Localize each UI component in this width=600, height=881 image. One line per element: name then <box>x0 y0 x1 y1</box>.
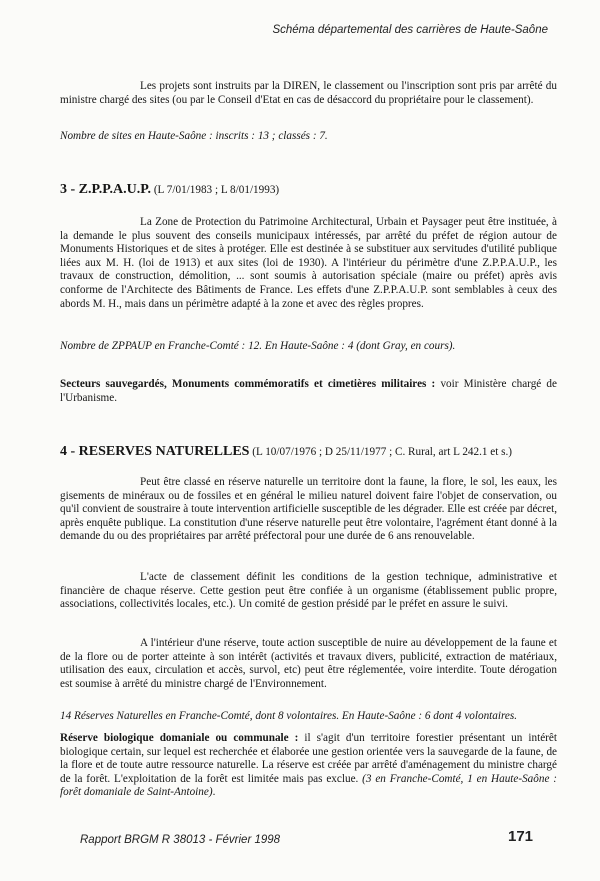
reserve-biologique-note: (3 en Franche-Comté, 1 en Haute-Saône : forêt domaniale de Saint-Antoine) <box>60 772 557 799</box>
sites-intro-paragraph <box>60 80 557 107</box>
reserves-paragraph-1 <box>60 476 557 544</box>
section-4-legal-ref: (L 10/07/1976 ; D 25/11/1977 ; C. Rural, art L 242.1 et s.) <box>252 446 513 458</box>
reserve-biologique-paragraph: Réserve biologique domaniale ou communale : il s'agit d'un territoire forestier présentant un intérêt biologique certain, sur lequel est recherchée et élaborée une gestion orientée vers la sauvegarde de la faune, de la flore et de toute autre ressource naturelle. La réserve est créée par arrêté d'aménagement du ministre chargé de la forêt. L'exploitation de la forêt est limitée mais pas exclue. (3 en Franche-Comté, 1 en Haute-Saône : forêt domaniale de Saint-Antoine). <box>60 732 557 799</box>
reserves-p1-text: Peut être classé en réserve naturelle un territoire dont la faune, la flore, le sol, les eaux, les gisements de minéraux ou de fossiles et en général le milieu naturel doivent faire l'objet de conservation, ou qu'il convient de soustraire à toute intervention artificielle susceptible de les dégrader. Elle est créée par décret, après enquête publique. La constitution d'une réserve naturelle peut être volontaire, l'agrément étant donné à la demande du ou des propriétaires par arrêté préfectoral pour une durée de 6 ans renouvelable. <box>60 476 557 543</box>
section-3-legal-ref: (L 7/01/1983 ; L 8/01/1993) <box>153 184 280 196</box>
section-3-title: 3 - Z.P.P.A.U.P. <box>60 182 152 197</box>
secteurs-label: Secteurs sauvegardés, Monuments commémoratifs et cimetières militaires : <box>60 378 436 390</box>
zppaup-paragraph <box>60 216 557 311</box>
secteurs-text: voir Ministère chargé de l'Urbanisme. <box>60 378 557 404</box>
reserves-count: 14 Réserves Naturelles en Franche-Comté, dont 8 volontaires. En Haute-Saône : 6 dont 4 volontaires. <box>60 710 518 722</box>
zppaup-count: Nombre de ZPPAUP en Franche-Comté : 12. En Haute-Saône : 4 (dont Gray, en cours). <box>60 340 456 352</box>
reserves-paragraph-2 <box>60 571 557 612</box>
reserve-biologique-text: il s'agit d'un territoire forestier présentant un intérêt biologique certain, sur lequel est recherchée et élaborée une gestion orientée vers la sauvegarde de la faune, de la flore et de toute autre ressource naturelle. La réserve est créée par arrêté d'aménagement du ministre chargé de la forêt. L'exploitation de la forêt est limitée mais pas exclue. <box>60 732 557 785</box>
sites-intro-text: Les projets sont instruits par la DIREN, le classement ou l'inscription sont pris par arrêté du ministre chargé des sites (ou par le Conseil d'Etat en cas de désaccord du propriétaire pour le classement). <box>60 80 557 106</box>
secteurs-note <box>60 378 557 405</box>
zppaup-text: La Zone de Protection du Patrimoine Architectural, Urbain et Paysager peut être instituée, à la demande le plus souvent des conseils municipaux intéressés, par arrêté du préfet de région autour de Monuments Historiques et de sites à protéger. Elle est destinée à se substituer aux servitudes d'utilité publique liées aux M. H. (loi de 1913) et aux sites (loi de 1930). A l'intérieur du périmètre d'une Z.P.P.A.U.P., les travaux de construction, démolition, ... sont soumis à autorisation spéciale (maire ou préfet) après avis conforme de l'Architecte des Bâtiments de France. Les effets d'une Z.P.P.A.U.P. sont semblables à ceux des abords M. H., mais dans un périmètre adapté à la zone et avec des règles propres. <box>60 216 557 310</box>
section-4-heading <box>60 445 557 460</box>
reserves-p3-text: A l'intérieur d'une réserve, toute action susceptible de nuire au développement de la faune et de la flore ou de porter atteinte à son intérêt (activités et travaux divers, publicité, extraction de matériaux, utilisation des eaux, circulation et accès, survol, etc) peut être réglementée, voire interdite. Toute dérogation est soumise à arrêté du ministre chargé de l'Environnement. <box>60 637 557 690</box>
reserves-p2-text: L'acte de classement définit les conditions de la gestion technique, administrative et financière de chaque réserve. Cette gestion peut être confiée à un organisme (établissement public propre, associations, collectivités locales, etc.). Un comité de gestion présidé par le préfet en assure le suivi. <box>60 571 557 611</box>
reserves-paragraph-3 <box>60 637 557 691</box>
running-header: Schéma départemental des carrières de Haute-Saône <box>272 24 548 36</box>
report-reference: Rapport BRGM R 38013 - Février 1998 <box>80 834 281 846</box>
reserve-biologique-label: Réserve biologique domaniale ou communale : <box>60 732 299 744</box>
page-number: 171 <box>508 828 534 845</box>
section-3-heading <box>60 183 557 198</box>
section-4-title: 4 - RESERVES NATURELLES <box>60 444 250 459</box>
sites-count: Nombre de sites en Haute-Saône : inscrits : 13 ; classés : 7. <box>60 130 328 142</box>
